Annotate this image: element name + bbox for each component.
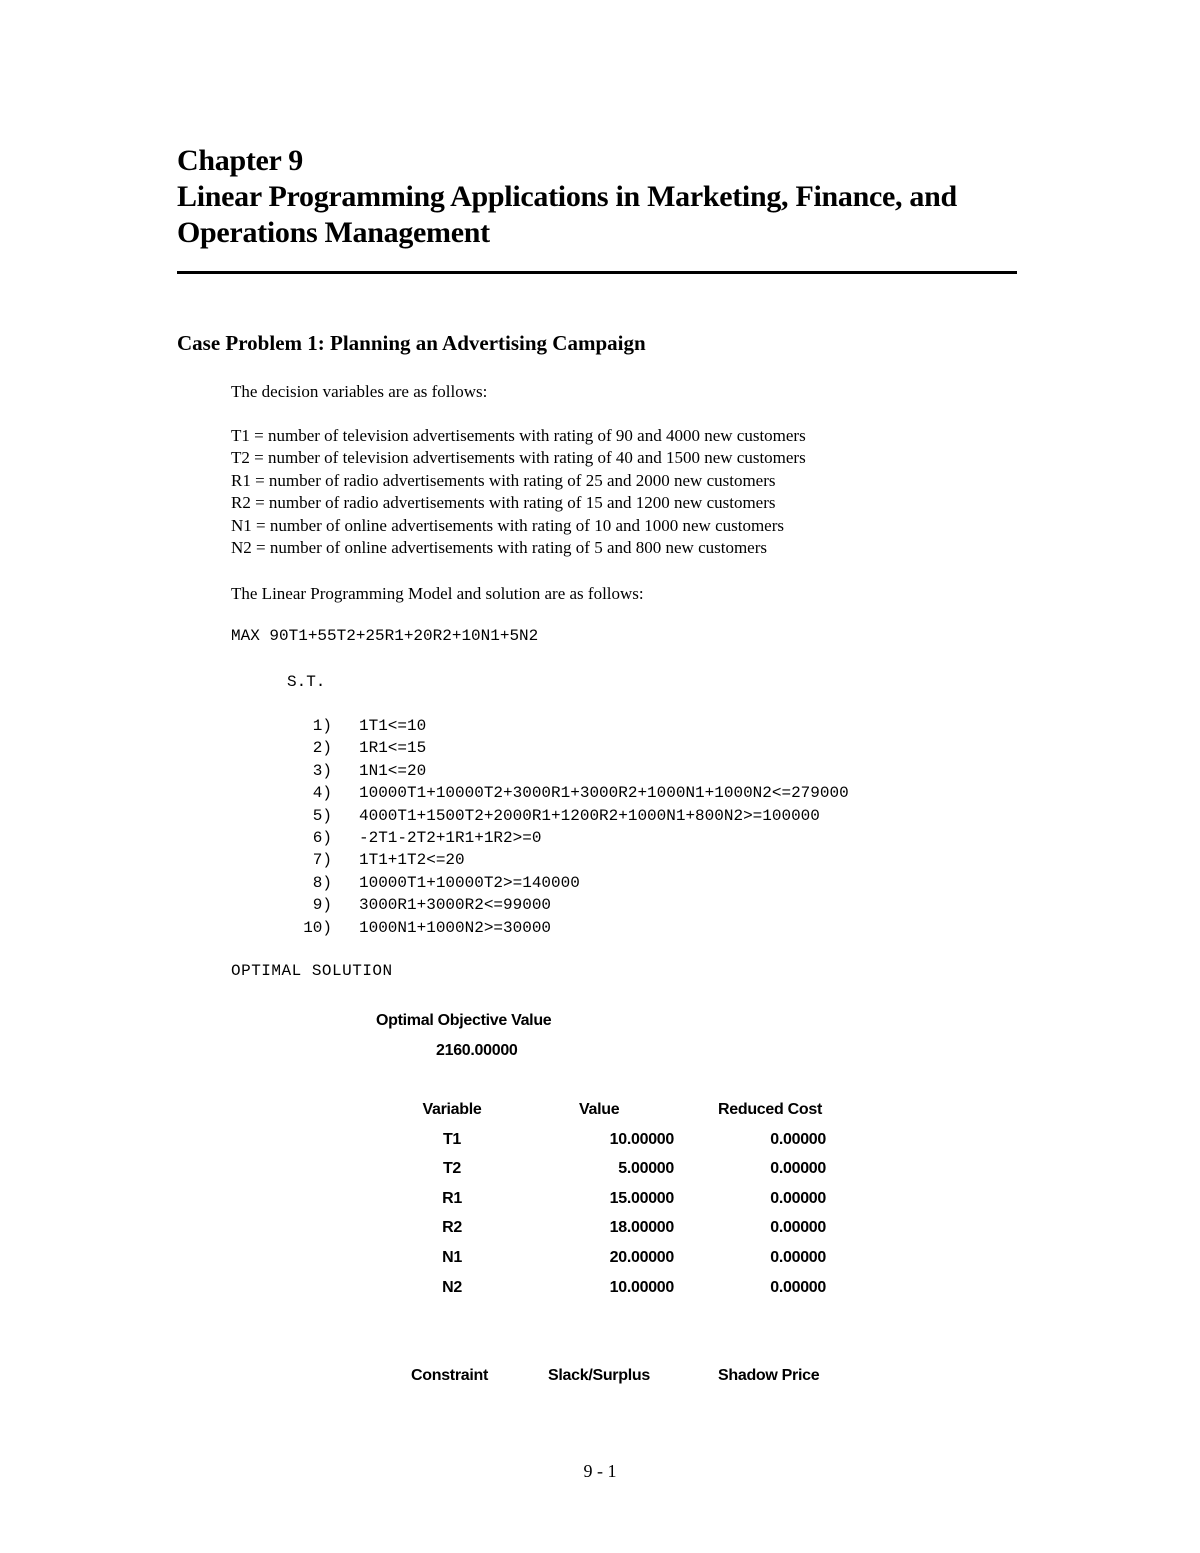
variable-cell: N1 [442, 1248, 462, 1266]
value-cell: 20.00000 [609, 1248, 674, 1266]
reduced-cost-cell: 0.00000 [770, 1189, 826, 1207]
column-header-shadow-price: Shadow Price [718, 1367, 820, 1384]
table-row [0, 1216, 1200, 1246]
subject-to-label: S.T. [287, 673, 326, 691]
variable-cell: N2 [442, 1278, 462, 1296]
reduced-cost-cell: 0.00000 [770, 1219, 826, 1237]
chapter-title-line: Linear Programming Applications in Marketing, Finance, and [177, 180, 957, 213]
variable-definition: R2 = number of radio advertisements with rating of 15 and 1200 new customers [231, 493, 776, 513]
constraint-number: 10) [303, 918, 332, 937]
chapter-header [177, 143, 1037, 251]
value-cell: 5.00000 [618, 1160, 674, 1178]
constraint-row [0, 715, 1200, 737]
constraint-list [0, 715, 1200, 939]
variable-table [0, 1098, 1200, 1305]
table-row [0, 1128, 1200, 1158]
table-row [0, 1157, 1200, 1187]
constraint-expression: 10000T1+10000T2>=140000 [359, 873, 580, 892]
constraint-expression: -2T1-2T2+1R1+1R2>=0 [359, 828, 542, 847]
constraint-row [0, 872, 1200, 894]
reduced-cost-cell: 0.00000 [770, 1278, 826, 1296]
intro-variables-text: The decision variables are as follows: [231, 382, 488, 401]
value-cell: 10.00000 [609, 1130, 674, 1148]
constraint-expression: 1T1+1T2<=20 [359, 851, 465, 870]
title-divider [177, 271, 1017, 274]
column-header-variable: Variable [422, 1101, 482, 1118]
reduced-cost-cell: 0.00000 [770, 1160, 826, 1178]
constraint-number: 8) [312, 873, 332, 892]
variable-definition: N1 = number of online advertisements with rating of 10 and 1000 new customers [231, 515, 784, 535]
constraint-number: 7) [312, 851, 332, 870]
variable-cell: T2 [442, 1160, 462, 1178]
constraint-expression: 1N1<=20 [359, 761, 427, 780]
constraint-row [0, 917, 1200, 939]
objective-function: MAX 90T1+55T2+25R1+20R2+10N1+5N2 [231, 627, 539, 645]
constraint-number: 3) [312, 761, 332, 780]
constraint-table-header [0, 1364, 1200, 1390]
value-cell: 18.00000 [609, 1219, 674, 1237]
constraint-expression: 4000T1+1500T2+2000R1+1200R2+1000N1+800N2>=100000 [359, 806, 820, 825]
optimal-solution-label: OPTIMAL SOLUTION [231, 962, 393, 980]
constraint-row [0, 894, 1200, 916]
table-row [0, 1187, 1200, 1217]
column-header-reduced-cost: Reduced Cost [718, 1101, 822, 1118]
table-row [0, 1246, 1200, 1276]
constraint-row [0, 849, 1200, 871]
constraint-row [0, 737, 1200, 759]
case-heading: Case Problem 1: Planning an Advertising Campaign [177, 331, 646, 355]
variable-definition: T1 = number of television advertisements with rating of 90 and 4000 new customers [231, 426, 806, 445]
column-header-value: Value [579, 1101, 620, 1118]
chapter-title-line: Operations Management [177, 216, 490, 249]
reduced-cost-cell: 0.00000 [770, 1248, 826, 1266]
constraint-expression: 1T1<=10 [359, 717, 427, 735]
variable-cell: R2 [442, 1219, 462, 1237]
constraint-expression: 3000R1+3000R2<=99000 [359, 896, 552, 915]
constraint-number: 4) [312, 784, 332, 803]
objective-value: 2160.00000 [436, 1042, 518, 1059]
column-header-slack-surplus: Slack/Surplus [548, 1367, 650, 1384]
constraint-number: 9) [312, 896, 332, 915]
constraint-expression: 1000N1+1000N2>=30000 [359, 918, 552, 937]
chapter-label: Chapter 9 [177, 144, 303, 177]
table-row [0, 1276, 1200, 1306]
constraint-row [0, 805, 1200, 827]
constraint-number: 1) [312, 717, 332, 735]
variable-cell: T1 [442, 1130, 462, 1148]
value-cell: 15.00000 [609, 1189, 674, 1207]
variable-definitions [231, 425, 806, 559]
variable-cell: R1 [442, 1189, 462, 1207]
variable-definition: R1 = number of radio advertisements with rating of 25 and 2000 new customers [231, 470, 776, 490]
table-header-row [0, 1098, 1200, 1128]
constraint-expression: 10000T1+10000T2+3000R1+3000R2+1000N1+1000N2<=279000 [359, 784, 849, 803]
variable-definition: N2 = number of online advertisements with rating of 5 and 800 new customers [231, 538, 767, 558]
variable-definition: T2 = number of television advertisements with rating of 40 and 1500 new customers [231, 448, 806, 468]
objective-value-label: Optimal Objective Value [376, 1012, 552, 1029]
page-number: 9 - 1 [583, 1461, 617, 1481]
constraint-row [0, 827, 1200, 849]
reduced-cost-cell: 0.00000 [770, 1130, 826, 1148]
column-header-constraint: Constraint [411, 1367, 489, 1384]
intro-model-text: The Linear Programming Model and solution are as follows: [231, 584, 644, 603]
constraint-number: 6) [312, 828, 332, 847]
constraint-number: 5) [312, 806, 332, 825]
constraint-number: 2) [312, 739, 332, 758]
constraint-expression: 1R1<=15 [359, 739, 427, 758]
value-cell: 10.00000 [609, 1278, 674, 1296]
constraint-row [0, 782, 1200, 804]
constraint-row [0, 760, 1200, 782]
